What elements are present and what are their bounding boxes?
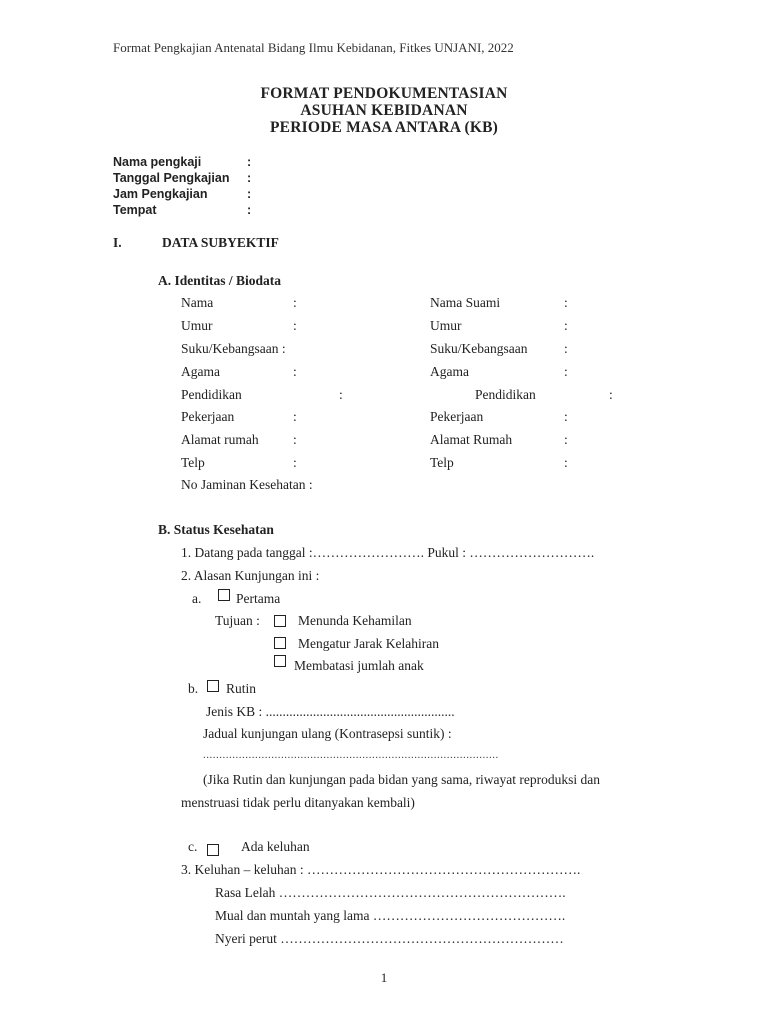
- jadual-kunjungan: Jadual kunjungan ulang (Kontrasepsi suntik) :: [203, 726, 452, 741]
- section-title: DATA SUBYEKTIF: [162, 235, 279, 250]
- meta-label-jam: Jam Pengkajian: [113, 187, 208, 201]
- left-label-alamat: Alamat rumah: [181, 432, 259, 447]
- tujuan-option-membatasi: Membatasi jumlah anak: [294, 658, 424, 673]
- meta-colon: :: [247, 187, 252, 201]
- left-colon: :: [293, 295, 297, 310]
- right-colon: :: [609, 387, 613, 402]
- title-line-2: ASUHAN KEBIDANAN: [300, 102, 468, 119]
- running-header: Format Pengkajian Antenatal Bidang Ilmu Kebidanan, Fitkes UNJANI, 2022: [113, 40, 514, 55]
- left-colon: :: [293, 364, 297, 379]
- right-label-pendidikan: Pendidikan: [475, 387, 536, 402]
- no-jaminan-kesehatan: No Jaminan Kesehatan :: [181, 477, 313, 492]
- left-label-pekerjaan: Pekerjaan: [181, 409, 235, 424]
- note-line-2: menstruasi tidak perlu ditanyakan kembali): [181, 795, 415, 810]
- keluhan-rasa-lelah: Rasa Lelah ……………………………………………………….: [215, 885, 566, 900]
- meta-label-nama-pengkaji: Nama pengkaji: [113, 155, 202, 169]
- section-number: I.: [113, 235, 122, 250]
- meta-label-tempat: Tempat: [113, 203, 157, 217]
- title-line-1: FORMAT PENDOKUMENTASIAN: [260, 85, 508, 102]
- left-colon: :: [293, 432, 297, 447]
- right-colon: :: [564, 455, 568, 470]
- right-label-suku: Suku/Kebangsaan: [430, 341, 528, 356]
- tujuan-option-menunda: Menunda Kehamilan: [298, 613, 412, 628]
- jadual-dots: ...........................................................................................: [203, 749, 499, 761]
- datang-pukul-line: 1. Datang pada tanggal :……………………. Pukul : ……………………….: [181, 545, 595, 560]
- identitas-heading: A. Identitas / Biodata: [158, 273, 282, 288]
- meta-colon: :: [247, 155, 252, 169]
- left-label-pendidikan: Pendidikan: [181, 387, 242, 402]
- left-colon: :: [293, 455, 297, 470]
- jenis-kb: Jenis KB : ........................................................: [206, 704, 455, 719]
- mengatur-checkbox[interactable]: [274, 637, 286, 649]
- meta-colon: :: [247, 203, 252, 217]
- right-colon: :: [564, 295, 568, 310]
- left-label-umur: Umur: [181, 318, 213, 333]
- rutin-label: Rutin: [226, 681, 257, 696]
- right-label-nama-suami: Nama Suami: [430, 295, 501, 310]
- keluhan-nyeri-perut: Nyeri perut ………………………………………………………: [215, 931, 564, 946]
- left-label-agama: Agama: [181, 364, 220, 379]
- right-colon: :: [564, 432, 568, 447]
- note-line-1: (Jika Rutin dan kunjungan pada bidan yang sama, riwayat reproduksi dan: [203, 772, 601, 787]
- right-colon: :: [564, 409, 568, 424]
- pertama-checkbox[interactable]: [218, 589, 230, 601]
- membatasi-checkbox[interactable]: [274, 655, 286, 667]
- right-label-alamat: Alamat Rumah: [430, 432, 513, 447]
- keluhan-mual-muntah: Mual dan muntah yang lama …………………………………….: [215, 908, 566, 923]
- right-colon: :: [564, 364, 568, 379]
- right-label-umur: Umur: [430, 318, 462, 333]
- ada-keluhan-checkbox[interactable]: [207, 844, 219, 856]
- alasan-kunjungan: 2. Alasan Kunjungan ini :: [181, 568, 320, 583]
- left-label-telp: Telp: [181, 455, 205, 470]
- pertama-label: Pertama: [236, 591, 281, 606]
- meta-colon: :: [247, 171, 252, 185]
- left-colon: :: [339, 387, 343, 402]
- status-heading: B. Status Kesehatan: [158, 522, 274, 537]
- page-number: 1: [380, 970, 388, 985]
- option-letter-c: c.: [188, 839, 198, 854]
- right-label-telp: Telp: [430, 455, 454, 470]
- left-label-suku: Suku/Kebangsaan :: [181, 341, 286, 356]
- left-colon: :: [293, 409, 297, 424]
- right-colon: :: [564, 341, 568, 356]
- tujuan-option-mengatur: Mengatur Jarak Kelahiran: [298, 636, 439, 651]
- rutin-checkbox[interactable]: [207, 680, 219, 692]
- left-colon: :: [293, 318, 297, 333]
- keluhan-line: 3. Keluhan – keluhan : …………………………………………………….: [181, 862, 581, 877]
- right-label-pekerjaan: Pekerjaan: [430, 409, 484, 424]
- menunda-checkbox[interactable]: [274, 615, 286, 627]
- meta-label-tanggal: Tanggal Pengkajian: [113, 171, 230, 185]
- tujuan-label: Tujuan :: [215, 613, 260, 628]
- left-label-nama: Nama: [181, 295, 214, 310]
- title-line-3: PERIODE MASA ANTARA (KB): [270, 119, 498, 136]
- right-colon: :: [564, 318, 568, 333]
- option-letter-a: a.: [192, 591, 202, 606]
- right-label-agama: Agama: [430, 364, 469, 379]
- ada-keluhan-label: Ada keluhan: [241, 839, 310, 854]
- option-letter-b: b.: [188, 681, 199, 696]
